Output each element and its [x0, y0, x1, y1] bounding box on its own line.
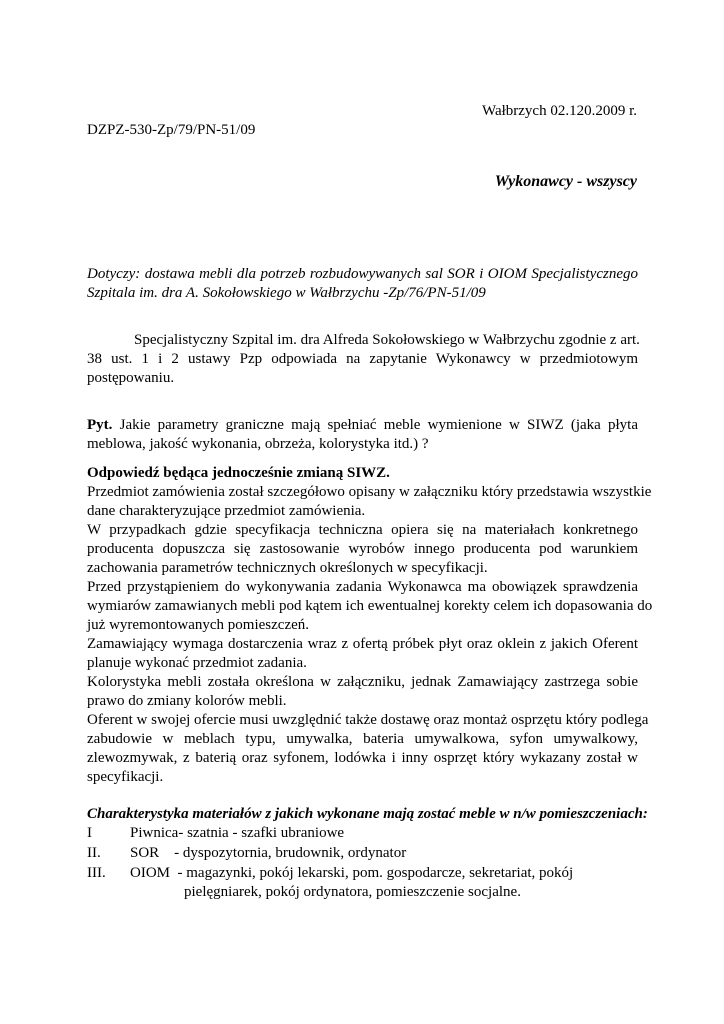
answer-line: planuje wykonać przedmiot zadania.: [87, 655, 307, 671]
question-text-1: Jakie parametry graniczne mają spełniać meble wymienione w SIWZ (jaka płyta: [119, 417, 638, 433]
place-date: Wałbrzych 02.120.2009 r.: [481, 103, 637, 119]
answer-line: zabudowie w meblach typu, umywalka, bateria umywalkowa, syfon umywalkowy,: [87, 731, 638, 747]
room-list-item: OIOM - magazynki, pokój lekarski, pom. gospodarcze, sekretariat, pokój: [130, 865, 574, 881]
room-list-item: SOR - dyspozytornia, brudownik, ordynator: [130, 845, 407, 861]
characteristics-heading: Charakterystyka materiałów z jakich wykonane mają zostać meble w n/w pomieszczeniach:: [87, 806, 648, 822]
answer-line: prawo do zmiany kolorów mebli.: [87, 693, 287, 709]
answer-line: już wyremontowanych pomieszczeń.: [87, 617, 310, 633]
question-label: Pyt.: [87, 417, 113, 433]
answer-line: wymiarów zamawianych mebli pod kątem ich ewentualnej korekty celem ich dopasowania do: [87, 598, 653, 614]
room-list-item: Piwnica- szatnia - szafki ubraniowe: [130, 825, 345, 841]
room-list-num: II.: [87, 845, 101, 861]
answer-line: Kolorystyka mebli została określona w załączniku, jednak Zamawiający zastrzega sobie: [87, 674, 638, 690]
room-list-num: I: [87, 825, 92, 841]
answer-line: producenta dopuszcza się zastosowanie wyrobów innego producenta pod warunkiem: [87, 541, 638, 557]
question-line-2: meblowa, jakość wykonania, obrzeża, kolorystyka itd.) ?: [87, 436, 429, 452]
answer-line: Przedmiot zamówienia został szczegółowo opisany w załączniku który przedstawia wszystkie: [87, 484, 652, 500]
answer-line: specyfikacji.: [87, 769, 164, 785]
reference-number: DZPZ-530-Zp/79/PN-51/09: [87, 122, 256, 138]
intro-line-1: Specjalistyczny Szpital im. dra Alfreda Sokołowskiego w Wałbrzychu zgodnie z art.: [134, 332, 640, 348]
room-list-num: III.: [87, 865, 106, 881]
room-list-item-continuation: pielęgniarek, pokój ordynatora, pomieszczenie socjalne.: [184, 884, 521, 900]
answer-line: dane charakteryzujące przedmiot zamówienia.: [87, 503, 366, 519]
answer-line: W przypadkach gdzie specyfikacja techniczna opiera się na materiałach konkretnego: [87, 522, 638, 538]
question-line-1: [87, 416, 638, 435]
answer-line: zlewozmywak, z baterią oraz syfonem, lodówka i inny osprzęt który wykazany został w: [87, 750, 638, 766]
intro-line-2: 38 ust. 1 i 2 ustawy Pzp odpowiada na zapytanie Wykonawcy w przedmiotowym: [87, 351, 638, 367]
answer-line: Przed przystąpieniem do wykonywania zadania Wykonawca ma obowiązek sprawdzenia: [87, 579, 638, 595]
answer-line: Oferent w swojej ofercie musi uwzględnić także dostawę oraz montaż osprzętu który podlega: [87, 712, 649, 728]
recipient: Wykonawcy - wszyscy: [494, 173, 637, 190]
subject-line-1: Dotyczy: dostawa mebli dla potrzeb rozbudowywanych sal SOR i OIOM Specjalistycznego: [87, 266, 638, 282]
answer-line: zachowania parametrów technicznych określonych w specyfikacji.: [87, 560, 488, 576]
intro-line-3: postępowaniu.: [87, 370, 175, 386]
answer-line: Zamawiający wymaga dostarczenia wraz z ofertą próbek płyt oraz oklein z jakich Oferent: [87, 636, 638, 652]
answer-heading: Odpowiedź będąca jednocześnie zmianą SIWZ.: [87, 465, 390, 481]
subject-line-2: Szpitala im. dra A. Sokołowskiego w Wałbrzychu -Zp/76/PN-51/09: [87, 285, 486, 301]
